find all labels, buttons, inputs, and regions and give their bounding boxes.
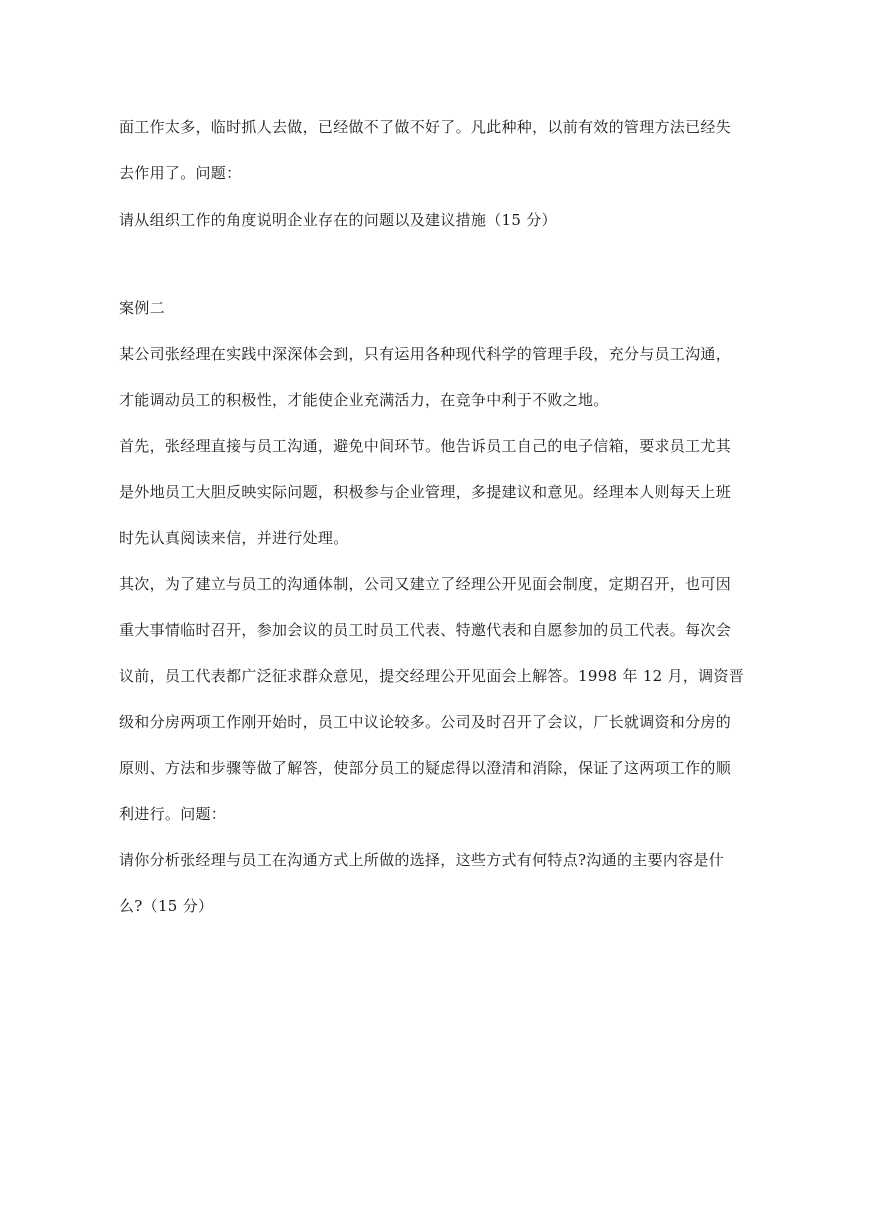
paragraph-line: 级和分房两项工作刚开始时，员工中议论较多。公司及时召开了会议，厂长就调资和分房的 (119, 713, 732, 731)
paragraph-line: 其次，为了建立与员工的沟通体制，公司又建立了经理公开见面会制度，定期召开，也可因 (119, 575, 732, 593)
question-line: 请从组织工作的角度说明企业存在的问题以及建议措施（15 分） (119, 211, 557, 229)
paragraph-line: 时先认真阅读来信，并进行处理。 (119, 529, 349, 547)
paragraph-line: 才能调动员工的积极性，才能使企业充满活力，在竞争中利于不败之地。 (119, 391, 609, 409)
paragraph-line: 是外地员工大胆反映实际问题，积极参与企业管理，多提建议和意见。经理本人则每天上班 (119, 483, 732, 501)
paragraph-line: 重大事情临时召开，参加会议的员工时员工代表、特邀代表和自愿参加的员工代表。每次会 (119, 621, 732, 639)
paragraph-line: 首先，张经理直接与员工沟通，避免中间环节。他告诉员工自己的电子信箱，要求员工尤其 (119, 437, 732, 455)
question-line: 请你分析张经理与员工在沟通方式上所做的选择，这些方式有何特点?沟通的主要内容是什 (119, 851, 725, 869)
paragraph-line: 某公司张经理在实践中深深体会到，只有运用各种现代科学的管理手段，充分与员工沟通， (119, 345, 732, 363)
question-label-line: 去作用了。问题： (119, 164, 242, 182)
question-line: 么?（15 分） (119, 897, 214, 915)
case-heading: 案例二 (119, 299, 165, 317)
question-label-line: 利进行。问题： (119, 805, 227, 823)
paragraph-line: 议前，员工代表都广泛征求群众意见，提交经理公开见面会上解答。1998 年 12 月，调资晋 (119, 667, 745, 685)
paragraph-line: 原则、方法和步骤等做了解答，使部分员工的疑虑得以澄清和消除，保证了这两项工作的顺 (119, 759, 732, 777)
paragraph-line: 面工作太多，临时抓人去做，已经做不了做不好了。凡此种种，以前有效的管理方法已经失 (119, 118, 732, 136)
